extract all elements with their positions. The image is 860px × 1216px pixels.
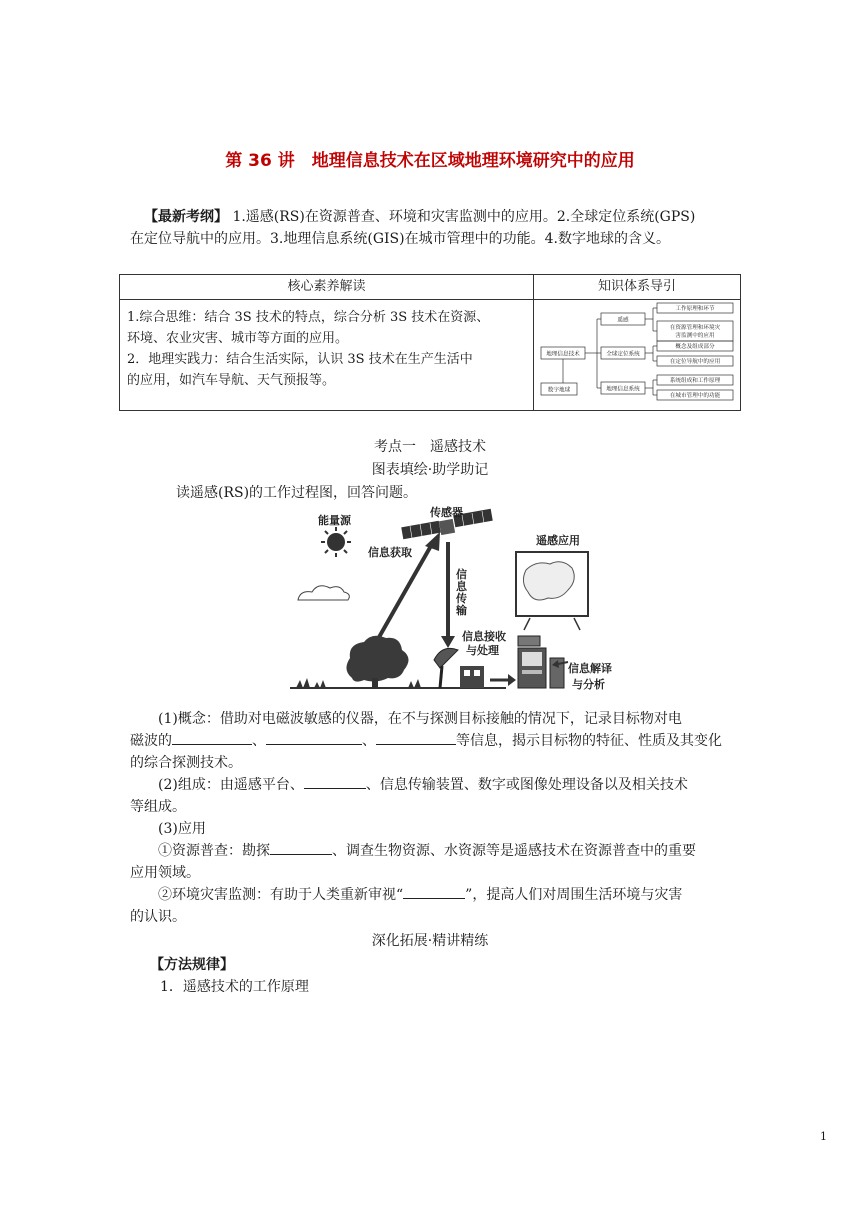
blank-5[interactable]	[270, 840, 332, 855]
literacy-item-1-line-2: 环境、农业灾害、城市等方面的应用。	[127, 331, 349, 346]
literacy-item-2-line-1: 2．地理实践力：结合生活实际，认识 3S 技术在生产生活中	[127, 352, 473, 367]
diagram-leaf-1: 工作原理和环节	[675, 306, 715, 312]
label-receive-2: 与处理	[466, 644, 499, 657]
diagram-root: 地理信息技术	[546, 351, 580, 358]
q3-item-2-cont: 的认识。	[130, 909, 186, 925]
outline-label: 【最新考纲】	[144, 209, 228, 225]
diagram-branch-gis: 地理信息系统	[606, 386, 640, 393]
q2-line-2: 等组成。	[130, 799, 186, 815]
forward-arrow	[490, 674, 516, 686]
tree-icon	[346, 636, 408, 688]
blank-3[interactable]	[376, 730, 456, 745]
remote-sensing-figure	[290, 502, 620, 698]
q3-item-1-cont: 应用领域。	[130, 865, 200, 881]
label-receive-1: 信息接收	[462, 630, 506, 643]
map-board-icon	[516, 552, 588, 630]
diagram-leaf-2a: 在资源管理和环境灾	[669, 325, 721, 331]
diagram-digital-earth: 数字地球	[547, 387, 571, 394]
diagram-leaf-2b: 害监测中的应用	[675, 333, 715, 339]
question-2	[130, 774, 738, 818]
q3-head: (3)应用	[158, 821, 206, 837]
outline-line-2: 在定位导航中的应用。3.地理信息系统(GIS)在城市管理中的功能。4.数字地球的含义。	[130, 231, 670, 247]
figure-intro: 读遥感(RS)的工作过程图，回答问题。	[176, 485, 418, 501]
label-interpret-1: 信息解译	[568, 662, 612, 675]
sun-icon	[321, 527, 351, 557]
label-interpret-2: 与分析	[572, 678, 605, 691]
label-transmit-4: 输	[456, 604, 467, 617]
label-transmit-2: 息	[456, 580, 467, 593]
diagram-leaf-4: 在定位导航中的应用	[669, 359, 721, 365]
blank-1[interactable]	[172, 730, 252, 745]
page-number: 1	[820, 1130, 827, 1143]
q1-line-2: 磁波的 、 、 等信息，揭示目标物的特征、性质及其变化	[130, 730, 738, 752]
blank-2[interactable]	[266, 730, 362, 745]
diagram-branch-gps: 全球定位系统	[606, 351, 640, 358]
method-label: 【方法规律】	[150, 957, 234, 973]
outline-line-1: 1.遥感(RS)在资源普查、环境和灾害监测中的应用。2.全球定位系统(GPS)	[228, 209, 696, 225]
knowledge-diagram	[535, 301, 739, 405]
q1-line-1: (1)概念：借助对电磁波敏感的仪器，在不与探测目标接触的情况下，记录目标物对电	[158, 711, 682, 727]
label-transmit-3: 传	[456, 592, 467, 605]
section-heading: 考点一 遥感技术	[374, 439, 486, 455]
diagram-leaf-3: 概念及组成部分	[675, 344, 715, 350]
transmission-arrow	[441, 542, 455, 648]
knowledge-diagram-cell	[534, 300, 741, 411]
method-item-1: 1．遥感技术的工作原理	[160, 979, 309, 995]
diagram-leaf-5: 系统组成和工作原理	[669, 378, 721, 384]
question-1	[130, 708, 738, 774]
table-header-left: 核心素养解读	[120, 275, 534, 300]
literacy-cell	[120, 300, 534, 411]
label-rs-application: 遥感应用	[536, 534, 580, 547]
cloud-icon	[298, 586, 349, 600]
q3-item-2: ②环境灾害监测：有助于人类重新审视“ ”，提高人们对周围生活环境与灾害	[130, 884, 738, 906]
question-3	[130, 818, 738, 928]
q1-line-3: 的综合探测技术。	[130, 755, 242, 771]
literacy-item-1-line-1: 1.综合思维：结合 3S 技术的特点，综合分析 3S 技术在资源、	[127, 310, 490, 325]
diagram-branch-rs: 遥感	[617, 317, 629, 324]
page-title: 第 36 讲 地理信息技术在区域地理环境研究中的应用	[225, 151, 635, 171]
literacy-item-2-line-2: 的应用，如汽车导航、天气预报等。	[127, 373, 336, 388]
table-header-right: 知识体系导引	[534, 275, 741, 300]
label-sensor: 传感器	[430, 506, 463, 519]
label-info-acquisition: 信息获取	[368, 546, 412, 559]
label-energy-source: 能量源	[318, 514, 351, 527]
q3-item-1: ①资源普查：勘探 、调查生物资源、水资源等是遥感技术在资源普查中的重要	[130, 840, 738, 862]
deepen-heading: 深化拓展·精讲精练	[371, 933, 489, 949]
blank-4[interactable]	[304, 774, 366, 789]
exam-outline	[130, 206, 738, 250]
label-transmit-1: 信	[456, 568, 467, 581]
diagram-leaf-6: 在城市管理中的功能	[669, 393, 721, 399]
section-subheading: 图表填绘·助学助记	[371, 462, 489, 478]
core-literacy-table	[119, 274, 741, 411]
q2-line-1: (2)组成：由遥感平台、 、信息传输装置、数字或图像处理设备以及相关技术	[130, 774, 738, 796]
blank-6[interactable]	[403, 884, 465, 899]
